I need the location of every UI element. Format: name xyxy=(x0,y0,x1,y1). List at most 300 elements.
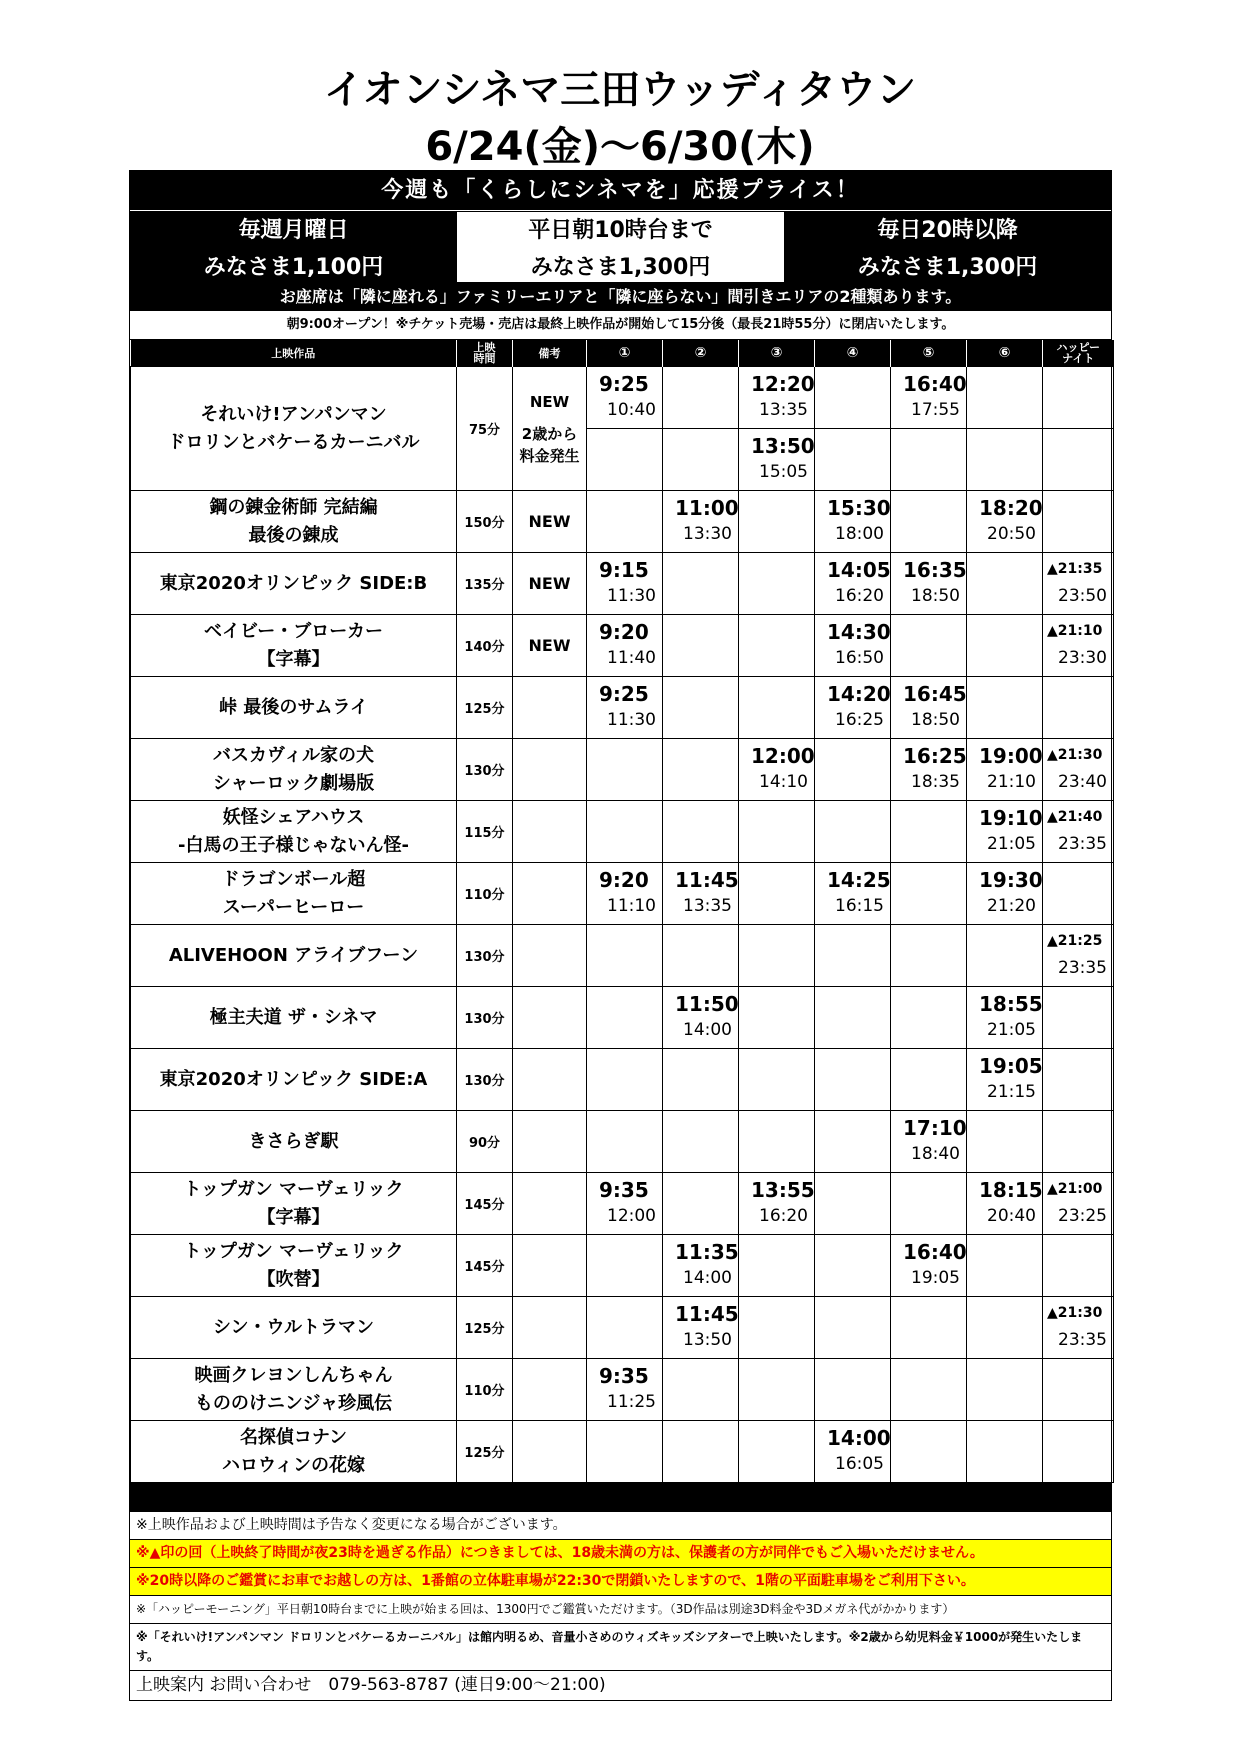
showtime-slot xyxy=(891,1235,967,1297)
start-time: ▲21:25 xyxy=(1047,933,1103,949)
happy-night-slot xyxy=(1043,615,1114,677)
end-time: 16:50 xyxy=(835,648,884,668)
campaign-banner: 今週も「くらしにシネマを」応援プライス！ xyxy=(130,171,1111,211)
showtime-slot xyxy=(815,553,891,615)
price-weekday-morning xyxy=(457,211,784,283)
col-slot-2: ② xyxy=(663,340,739,367)
end-time: 14:10 xyxy=(759,772,808,792)
showtime-slot xyxy=(739,429,815,491)
showtime-slot xyxy=(891,739,967,801)
end-time: 21:20 xyxy=(987,896,1036,916)
table-row xyxy=(131,1359,1114,1421)
showtime-slot xyxy=(967,1111,1043,1173)
col-slot-5: ⑤ xyxy=(891,340,967,367)
end-time: 18:35 xyxy=(911,772,960,792)
price-value: みなさま1,300円 xyxy=(857,255,1038,280)
showtime-slot xyxy=(587,1297,663,1359)
happy-night-slot xyxy=(1043,987,1114,1049)
showtime-slot xyxy=(967,553,1043,615)
showtime-slot xyxy=(739,987,815,1049)
showtime-slot xyxy=(663,1049,739,1111)
start-time: ▲21:00 xyxy=(1047,1181,1103,1197)
showtime-slot xyxy=(587,491,663,553)
showtime-slot xyxy=(815,367,891,429)
film-note xyxy=(513,863,587,925)
showtime-slot xyxy=(587,1235,663,1297)
showtime-slot xyxy=(739,677,815,739)
showtime-slot xyxy=(891,1049,967,1111)
film-duration: 135分 xyxy=(457,553,513,615)
end-time: 12:00 xyxy=(607,1206,656,1226)
film-note xyxy=(513,1297,587,1359)
end-time: 17:55 xyxy=(911,400,960,420)
showtime-slot xyxy=(967,429,1043,491)
showtime-slot xyxy=(663,553,739,615)
end-time: 23:30 xyxy=(1058,648,1107,668)
price-label: 毎週月曜日 xyxy=(238,218,349,243)
end-time: 23:40 xyxy=(1058,772,1107,792)
film-duration: 110分 xyxy=(457,1359,513,1421)
showtime-slot xyxy=(739,739,815,801)
showtime-slot xyxy=(587,1421,663,1483)
end-time: 11:30 xyxy=(607,710,656,730)
film-duration: 145分 xyxy=(457,1235,513,1297)
start-time: ▲21:35 xyxy=(1047,561,1103,577)
showtime-slot xyxy=(739,801,815,863)
happy-night-slot xyxy=(1043,429,1114,491)
showtime-slot xyxy=(739,1297,815,1359)
start-time: 13:55 xyxy=(751,1178,815,1202)
end-time: 19:05 xyxy=(911,1268,960,1288)
showtime-slot xyxy=(967,1235,1043,1297)
film-title: それいけ!アンパンマン ドロリンとバケーるカーニバル xyxy=(131,367,457,491)
end-time: 13:30 xyxy=(683,524,732,544)
showtime-slot xyxy=(587,801,663,863)
film-duration: 130分 xyxy=(457,1049,513,1111)
film-note xyxy=(513,739,587,801)
film-note xyxy=(513,1173,587,1235)
start-time: 18:20 xyxy=(979,496,1043,520)
end-time: 15:05 xyxy=(759,462,808,482)
film-note xyxy=(513,925,587,987)
end-time: 21:10 xyxy=(987,772,1036,792)
film-note xyxy=(513,987,587,1049)
start-time: ▲21:10 xyxy=(1047,623,1103,639)
showtime-slot xyxy=(891,1421,967,1483)
showtime-slot xyxy=(815,1111,891,1173)
start-time: 14:25 xyxy=(827,868,891,892)
showtime-slot xyxy=(663,987,739,1049)
table-header xyxy=(131,340,1114,367)
end-time: 16:20 xyxy=(835,586,884,606)
film-title: 鋼の錬金術師 完結編 最後の錬成 xyxy=(131,491,457,553)
film-note xyxy=(513,1359,587,1421)
start-time: 16:40 xyxy=(903,1240,967,1264)
end-time: 23:35 xyxy=(1058,958,1107,978)
showtime-slot xyxy=(815,1359,891,1421)
showtime-slot xyxy=(587,553,663,615)
price-evening xyxy=(784,211,1111,283)
schedule-table xyxy=(130,340,1114,1483)
film-note xyxy=(513,1049,587,1111)
table-row xyxy=(131,739,1114,801)
showtime-slot xyxy=(663,863,739,925)
showtime-slot xyxy=(663,1421,739,1483)
end-time: 18:40 xyxy=(911,1144,960,1164)
showtime-slot xyxy=(967,1421,1043,1483)
showtime-slot xyxy=(891,987,967,1049)
happy-night-slot xyxy=(1043,1297,1114,1359)
showtime-slot xyxy=(587,677,663,739)
footnote-anpanman: ※「それいけ!アンパンマン ドロリンとバケーるカーニバル」は館内明るめ、音量小さめのウィズキッズシアターで上映いたします。※2歳から幼児料金￥1000が発生いたします。 xyxy=(130,1623,1111,1670)
film-duration: 130分 xyxy=(457,987,513,1049)
film-title: ベイビー・ブローカー 【字幕】 xyxy=(131,615,457,677)
film-duration: 125分 xyxy=(457,1297,513,1359)
film-title: トップガン マーヴェリック 【字幕】 xyxy=(131,1173,457,1235)
happy-night-slot xyxy=(1043,1111,1114,1173)
table-row xyxy=(131,1049,1114,1111)
start-time: 11:50 xyxy=(675,992,739,1016)
showtime-slot xyxy=(815,863,891,925)
showtime-slot xyxy=(663,1297,739,1359)
end-time: 14:00 xyxy=(683,1268,732,1288)
end-time: 23:35 xyxy=(1058,834,1107,854)
table-row xyxy=(131,1173,1114,1235)
showtime-slot xyxy=(891,1111,967,1173)
end-time: 16:20 xyxy=(759,1206,808,1226)
showtime-slot xyxy=(815,1173,891,1235)
contact-info: 上映案内 お問い合わせ 079-563-8787 (連日9:00～21:00) xyxy=(130,1670,1111,1700)
showtime-slot xyxy=(587,1111,663,1173)
col-note: 備考 xyxy=(513,340,587,367)
col-slot-4: ④ xyxy=(815,340,891,367)
end-time: 10:40 xyxy=(607,400,656,420)
start-time: 18:55 xyxy=(979,992,1043,1016)
showtime-slot xyxy=(587,739,663,801)
table-row xyxy=(131,1235,1114,1297)
showtime-slot xyxy=(967,925,1043,987)
end-time: 18:50 xyxy=(911,710,960,730)
film-title: 東京2020オリンピック SIDE:A xyxy=(131,1049,457,1111)
price-monday xyxy=(130,211,457,283)
film-title: 名探偵コナン ハロウィンの花嫁 xyxy=(131,1421,457,1483)
start-time: 9:20 xyxy=(599,620,649,644)
showtime-slot xyxy=(739,367,815,429)
showtime-slot xyxy=(891,677,967,739)
film-title: ドラゴンボール超 スーパーヒーロー xyxy=(131,863,457,925)
showtime-slot xyxy=(891,553,967,615)
happy-night-slot xyxy=(1043,863,1114,925)
showtime-slot xyxy=(663,677,739,739)
end-time: 18:00 xyxy=(835,524,884,544)
happy-night-slot xyxy=(1043,1359,1114,1421)
col-film: 上映作品 xyxy=(131,340,457,367)
showtime-slot xyxy=(815,1049,891,1111)
start-time: 11:45 xyxy=(675,1302,739,1326)
showtime-slot xyxy=(815,677,891,739)
start-time: 9:35 xyxy=(599,1178,649,1202)
film-note: NEW xyxy=(513,491,587,553)
showtime-slot xyxy=(739,1421,815,1483)
showtime-slot xyxy=(739,1359,815,1421)
start-time: 14:00 xyxy=(827,1426,891,1450)
footnote-happy-morning: ※「ハッピーモーニング」平日朝10時台までに上映が始まる回は、1300円でご鑑賞いただけます。（3D作品は別途3D料金や3Dメガネ代がかかります） xyxy=(130,1595,1111,1623)
showtime-slot xyxy=(739,1049,815,1111)
start-time: 18:15 xyxy=(979,1178,1043,1202)
film-note: NEW xyxy=(513,553,587,615)
start-time: 19:00 xyxy=(979,744,1043,768)
showtime-slot xyxy=(967,1049,1043,1111)
showtime-slot xyxy=(663,925,739,987)
end-time: 13:50 xyxy=(683,1330,732,1350)
showtime-slot xyxy=(967,677,1043,739)
showtime-slot xyxy=(891,801,967,863)
film-title: 映画クレヨンしんちゃん もののけニンジャ珍風伝 xyxy=(131,1359,457,1421)
start-time: 17:10 xyxy=(903,1116,967,1140)
start-time: ▲21:30 xyxy=(1047,1305,1103,1321)
showtime-slot xyxy=(815,491,891,553)
end-time: 14:00 xyxy=(683,1020,732,1040)
showtime-slot xyxy=(891,367,967,429)
start-time: 19:05 xyxy=(979,1054,1043,1078)
start-time: 16:35 xyxy=(903,558,967,582)
showtime-slot xyxy=(739,1235,815,1297)
end-time: 13:35 xyxy=(759,400,808,420)
showtime-slot xyxy=(891,1297,967,1359)
showtime-slot xyxy=(815,615,891,677)
film-duration: 145分 xyxy=(457,1173,513,1235)
film-title: シン・ウルトラマン xyxy=(131,1297,457,1359)
end-time: 21:15 xyxy=(987,1082,1036,1102)
end-time: 23:35 xyxy=(1058,1330,1107,1350)
showtime-slot xyxy=(587,1049,663,1111)
showtime-slot xyxy=(587,925,663,987)
price-value: みなさま1,100円 xyxy=(203,255,384,280)
showtime-slot xyxy=(967,987,1043,1049)
showtime-slot xyxy=(967,1297,1043,1359)
film-duration: 125分 xyxy=(457,1421,513,1483)
film-title: 極主夫道 ザ・シネマ xyxy=(131,987,457,1049)
showtime-slot xyxy=(967,801,1043,863)
showtime-slot xyxy=(587,1173,663,1235)
theater-name: イオンシネマ三田ウッディタウン xyxy=(323,67,917,113)
end-time: 21:05 xyxy=(987,1020,1036,1040)
schedule-period: 6/24(金)～6/30(木) xyxy=(425,124,815,170)
showtime-slot xyxy=(663,801,739,863)
start-time: 9:25 xyxy=(599,372,649,396)
schedule-sheet xyxy=(129,170,1112,1701)
film-note xyxy=(513,1111,587,1173)
end-time: 13:35 xyxy=(683,896,732,916)
end-time: 11:25 xyxy=(607,1392,656,1412)
start-time: 12:20 xyxy=(751,372,815,396)
film-note xyxy=(513,677,587,739)
price-label: 毎日20時以降 xyxy=(877,218,1018,243)
showtime-slot xyxy=(815,1235,891,1297)
showtime-slot xyxy=(663,429,739,491)
showtime-slot xyxy=(891,1173,967,1235)
happy-night-slot xyxy=(1043,925,1114,987)
happy-night-slot xyxy=(1043,491,1114,553)
end-time: 16:15 xyxy=(835,896,884,916)
end-time: 20:50 xyxy=(987,524,1036,544)
happy-night-slot xyxy=(1043,1421,1114,1483)
showtime-slot xyxy=(815,739,891,801)
col-happy-night: ハッピー ナイト xyxy=(1043,340,1114,367)
footnote-age-limit: ※▲印の回（上映終了時間が夜23時を過ぎる作品）につきましては、18歳未満の方は、保護者の方が同伴でもご入場いただけません。 xyxy=(130,1539,1111,1567)
showtime-slot xyxy=(739,553,815,615)
showtime-slot xyxy=(815,1297,891,1359)
film-duration: 110分 xyxy=(457,863,513,925)
col-duration: 上映 時間 xyxy=(457,340,513,367)
col-slot-6: ⑥ xyxy=(967,340,1043,367)
start-time: 19:30 xyxy=(979,868,1043,892)
showtime-slot xyxy=(739,1111,815,1173)
end-time: 23:50 xyxy=(1058,586,1107,606)
showtime-slot xyxy=(739,615,815,677)
table-row xyxy=(131,987,1114,1049)
start-time: ▲21:40 xyxy=(1047,809,1103,825)
film-duration: 150分 xyxy=(457,491,513,553)
showtime-slot xyxy=(587,367,663,429)
start-time: 11:00 xyxy=(675,496,739,520)
showtime-slot xyxy=(663,739,739,801)
showtime-slot xyxy=(967,863,1043,925)
happy-night-slot xyxy=(1043,739,1114,801)
showtime-slot xyxy=(967,739,1043,801)
divider-bar xyxy=(130,1483,1111,1511)
footnote-parking: ※20時以降のご鑑賞にお車でお越しの方は、1番館の立体駐車場が22:30で閉鎖いたしますので、1階の平面駐車場をご利用下さい。 xyxy=(130,1567,1111,1595)
happy-night-slot xyxy=(1043,553,1114,615)
showtime-slot xyxy=(739,925,815,987)
happy-night-slot xyxy=(1043,1049,1114,1111)
start-time: 14:05 xyxy=(827,558,891,582)
showtime-slot xyxy=(739,491,815,553)
showtime-slot xyxy=(891,429,967,491)
end-time: 16:25 xyxy=(835,710,884,730)
happy-night-slot xyxy=(1043,1235,1114,1297)
table-row xyxy=(131,1297,1114,1359)
end-time: 11:10 xyxy=(607,896,656,916)
start-time: 11:35 xyxy=(675,1240,739,1264)
showtime-slot xyxy=(967,615,1043,677)
film-note: NEW xyxy=(513,615,587,677)
col-slot-3: ③ xyxy=(739,340,815,367)
table-row xyxy=(131,1421,1114,1483)
table-row xyxy=(131,863,1114,925)
film-title: ALIVEHOON アライブフーン xyxy=(131,925,457,987)
showtime-slot xyxy=(815,925,891,987)
start-time: 16:40 xyxy=(903,372,967,396)
film-title: バスカヴィル家の犬 シャーロック劇場版 xyxy=(131,739,457,801)
footnote-change: ※上映作品および上映時間は予告なく変更になる場合がございます。 xyxy=(130,1511,1111,1539)
showtime-slot xyxy=(663,1235,739,1297)
end-time: 11:30 xyxy=(607,586,656,606)
film-duration: 115分 xyxy=(457,801,513,863)
end-time: 11:40 xyxy=(607,648,656,668)
start-time: 15:30 xyxy=(827,496,891,520)
film-title: 東京2020オリンピック SIDE:B xyxy=(131,553,457,615)
showtime-slot xyxy=(891,1359,967,1421)
table-row xyxy=(131,801,1114,863)
showtime-slot xyxy=(663,1111,739,1173)
showtime-slot xyxy=(663,1173,739,1235)
film-duration: 75分 xyxy=(457,367,513,491)
showtime-slot xyxy=(739,863,815,925)
price-label: 平日朝10時台まで xyxy=(528,218,713,243)
showtime-slot xyxy=(587,615,663,677)
film-duration: 125分 xyxy=(457,677,513,739)
film-duration: 140分 xyxy=(457,615,513,677)
start-time: 16:45 xyxy=(903,682,967,706)
end-time: 21:05 xyxy=(987,834,1036,854)
film-note: NEW 2歳から 料金発生 xyxy=(513,367,587,491)
start-time: 14:30 xyxy=(827,620,891,644)
showtime-slot xyxy=(587,987,663,1049)
showtime-slot xyxy=(663,615,739,677)
opening-notice: 朝9:00オープン！※チケット売場・売店は最終上映作品が開始して15分後（最長21時55分）に閉店いたします。 xyxy=(130,311,1111,340)
start-time: ▲21:30 xyxy=(1047,747,1103,763)
showtime-slot xyxy=(663,491,739,553)
end-time: 16:05 xyxy=(835,1454,884,1474)
start-time: 9:15 xyxy=(599,558,649,582)
table-row xyxy=(131,491,1114,553)
table-row xyxy=(131,677,1114,739)
start-time: 13:50 xyxy=(751,434,815,458)
start-time: 9:25 xyxy=(599,682,649,706)
showtime-slot xyxy=(739,1173,815,1235)
film-title: 峠 最後のサムライ xyxy=(131,677,457,739)
film-title: きさらぎ駅 xyxy=(131,1111,457,1173)
end-time: 20:40 xyxy=(987,1206,1036,1226)
table-row xyxy=(131,367,1114,429)
showtime-slot xyxy=(587,863,663,925)
seat-notice: お座席は「隣に座れる」ファミリーエリアと「隣に座らない」間引きエリアの2種類あります。 xyxy=(130,283,1111,311)
showtime-slot xyxy=(815,801,891,863)
film-duration: 90分 xyxy=(457,1111,513,1173)
price-banner xyxy=(130,211,1111,283)
showtime-slot xyxy=(891,925,967,987)
happy-night-slot xyxy=(1043,1173,1114,1235)
showtime-slot xyxy=(967,1173,1043,1235)
col-slot-1: ① xyxy=(587,340,663,367)
price-value: みなさま1,300円 xyxy=(530,255,711,280)
start-time: 9:35 xyxy=(599,1364,649,1388)
end-time: 23:25 xyxy=(1058,1206,1107,1226)
start-time: 16:25 xyxy=(903,744,967,768)
happy-night-slot xyxy=(1043,367,1114,429)
happy-night-slot xyxy=(1043,677,1114,739)
showtime-slot xyxy=(967,1359,1043,1421)
start-time: 12:00 xyxy=(751,744,815,768)
start-time: 9:20 xyxy=(599,868,649,892)
start-time: 19:10 xyxy=(979,806,1043,830)
film-note xyxy=(513,801,587,863)
film-duration: 130分 xyxy=(457,925,513,987)
happy-night-slot xyxy=(1043,801,1114,863)
table-row xyxy=(131,925,1114,987)
table-row xyxy=(131,615,1114,677)
showtime-slot xyxy=(891,863,967,925)
table-row xyxy=(131,553,1114,615)
film-note xyxy=(513,1421,587,1483)
showtime-slot xyxy=(587,1359,663,1421)
showtime-slot xyxy=(815,429,891,491)
film-title: 妖怪シェアハウス -白馬の王子様じゃないん怪- xyxy=(131,801,457,863)
showtime-slot xyxy=(663,1359,739,1421)
film-title: トップガン マーヴェリック 【吹替】 xyxy=(131,1235,457,1297)
showtime-slot xyxy=(587,429,663,491)
